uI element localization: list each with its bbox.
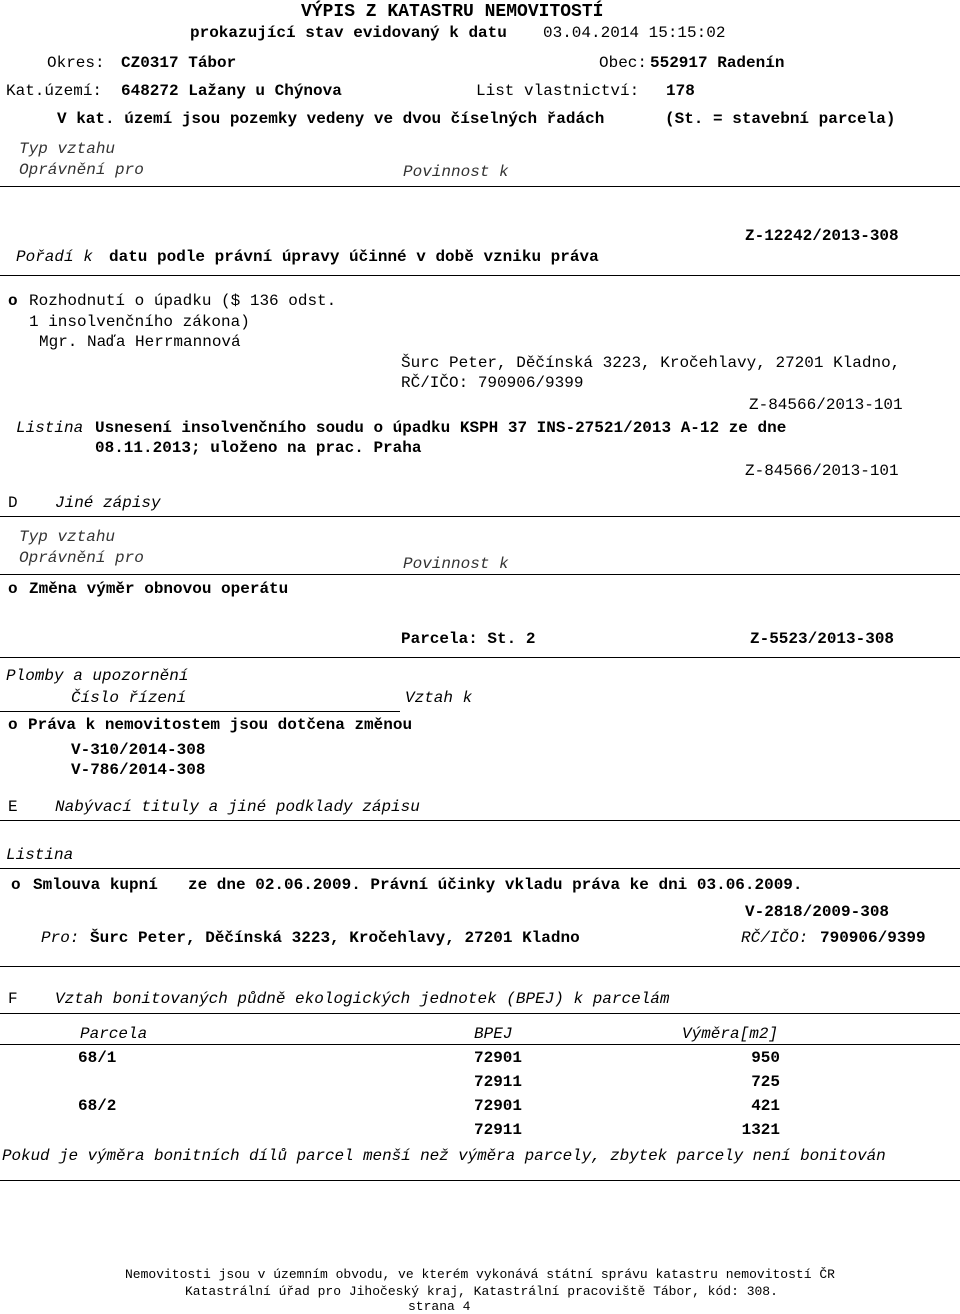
poradi-ref: Z-12242/2013-308 <box>745 227 899 245</box>
page-number: strana 4 <box>408 1299 471 1314</box>
okres-value: CZ0317 Tábor <box>121 54 237 72</box>
cell-parcela: 68/1 <box>78 1049 117 1067</box>
col-header-bpej: BPEJ <box>474 1025 513 1043</box>
typ-vztahu-label: Typ vztahu <box>19 528 116 546</box>
cell-vymera: 725 <box>751 1073 780 1091</box>
divider <box>0 711 400 712</box>
listina-line1: Usnesení insolvenčního soudu o úpadku KSPH 37 INS-27521/2013 A-12 ze dne <box>95 419 787 437</box>
bullet: o <box>8 580 18 598</box>
ref-1: Z-84566/2013-101 <box>749 396 903 414</box>
item-change: Změna výměr obnovou operátu <box>29 580 289 598</box>
parcela-ref: Parcela: St. 2 <box>401 630 536 648</box>
vztah-k-label: Vztah k <box>405 689 473 707</box>
footer-line-2: Katastrální úřad pro Jihočeský kraj, Katastrální pracoviště Tábor, kód: 308. <box>185 1284 778 1299</box>
smlouva-name: Smlouva kupní <box>33 876 158 894</box>
povinnost-k-label: Povinnost k <box>403 555 509 573</box>
obec-label: Obec: <box>599 54 648 72</box>
obec-value: 552917 Radenín <box>650 54 785 72</box>
pro-value: Šurc Peter, Děčínská 3223, Kročehlavy, 27201 Kladno <box>90 929 580 947</box>
divider <box>0 820 960 821</box>
divider <box>0 516 960 517</box>
cislo-rizeni-label: Číslo řízení <box>71 689 187 707</box>
page-title: VÝPIS Z KATASTRU NEMOVITOSTÍ <box>301 2 604 22</box>
listina-label: Listina <box>16 419 84 437</box>
katuzemi-label: Kat.území: <box>6 82 103 100</box>
ref-3: Z-5523/2013-308 <box>750 630 895 648</box>
divider <box>0 966 960 967</box>
smlouva-detail: ze dne 02.06.2009. Právní účinky vkladu práva ke dni 03.06.2009. <box>188 876 803 894</box>
item-person: Mgr. Naďa Herrmannová <box>39 333 241 351</box>
cell-vymera: 950 <box>751 1049 780 1067</box>
cell-parcela: 68/2 <box>78 1097 117 1115</box>
cell-vymera: 421 <box>751 1097 780 1115</box>
divider <box>0 574 960 575</box>
opravneni-pro-label: Oprávnění pro <box>19 161 144 179</box>
item-title-line2: 1 insolvenčního zákona) <box>29 313 250 331</box>
ref-2: Z-84566/2013-101 <box>745 462 899 480</box>
footer-line-1: Nemovitosti jsou v územním obvodu, ve kterém vykonává státní správu katastru nemovitostí ČR <box>125 1267 835 1282</box>
pro-label: Pro: <box>41 929 80 947</box>
col-header-vymera: Výměra[m2] <box>682 1025 779 1043</box>
subtitle-date: 03.04.2014 15:15:02 <box>543 24 726 42</box>
cell-bpej: 72911 <box>474 1073 523 1091</box>
typ-vztahu-label: Typ vztahu <box>19 140 116 158</box>
section-e-title: Nabývací tituly a jiné podklady zápisu <box>55 798 420 816</box>
rcico-value: 790906/9399 <box>820 929 926 947</box>
bpej-footnote: Pokud je výměra bonitních dílů parcel menší než výměra parcely, zbytek parcely není bonitován <box>2 1147 886 1165</box>
cell-bpej: 72901 <box>474 1097 523 1115</box>
plomby-title: Plomby a upozornění <box>6 667 189 685</box>
cadastral-note: V kat. území jsou pozemky vedeny ve dvou číselných řadách <box>57 110 605 128</box>
divider <box>0 657 960 658</box>
rizeni-number: V-310/2014-308 <box>71 741 206 759</box>
divider <box>0 868 960 869</box>
bullet: o <box>8 292 18 310</box>
divider <box>0 1180 960 1181</box>
item-title-line1: Rozhodnutí o úpadku ($ 136 odst. <box>29 292 337 310</box>
divider <box>0 1013 960 1014</box>
section-f-title: Vztah bonitovaných půdně ekologických jednotek (BPEJ) k parcelám <box>55 990 670 1008</box>
section-letter-f: F <box>8 990 18 1008</box>
plomby-item: Práva k nemovitostem jsou dotčena změnou <box>28 716 413 734</box>
cadastral-note-right: (St. = stavební parcela) <box>665 110 896 128</box>
divider <box>0 275 960 276</box>
section-letter-e: E <box>8 798 18 816</box>
cell-bpej: 72901 <box>474 1049 523 1067</box>
rizeni-number: V-786/2014-308 <box>71 761 206 779</box>
divider <box>0 1044 960 1045</box>
bullet: o <box>11 876 21 894</box>
lv-label: List vlastnictví: <box>476 82 640 100</box>
listina-line2: 08.11.2013; uloženo na prac. Praha <box>95 439 422 457</box>
listina-label: Listina <box>6 846 74 864</box>
divider <box>0 186 960 187</box>
poradi-label: Pořadí k <box>16 248 93 266</box>
cell-vymera: 1321 <box>741 1121 780 1139</box>
katuzemi-value: 648272 Lažany u Chýnova <box>121 82 342 100</box>
section-letter-d: D <box>8 494 18 512</box>
ref-4: V-2818/2009-308 <box>745 903 890 921</box>
lv-value: 178 <box>666 82 695 100</box>
opravneni-pro-label: Oprávnění pro <box>19 549 144 567</box>
bullet: o <box>8 716 18 734</box>
povinnost-k-label: Povinnost k <box>403 163 509 181</box>
poradi-text: datu podle právní úpravy účinné v době vzniku práva <box>109 248 599 266</box>
povinnost-line1: Šurc Peter, Děčínská 3223, Kročehlavy, 27201 Kladno, <box>401 354 901 372</box>
col-header-parcela: Parcela <box>80 1025 148 1043</box>
rcico-label: RČ/IČO: <box>741 929 809 947</box>
okres-label: Okres: <box>47 54 105 72</box>
cell-bpej: 72911 <box>474 1121 523 1139</box>
subtitle-prefix: prokazující stav evidovaný k datu <box>190 24 507 42</box>
povinnost-line2: RČ/IČO: 790906/9399 <box>401 374 584 392</box>
section-d-title: Jiné zápisy <box>55 494 161 512</box>
